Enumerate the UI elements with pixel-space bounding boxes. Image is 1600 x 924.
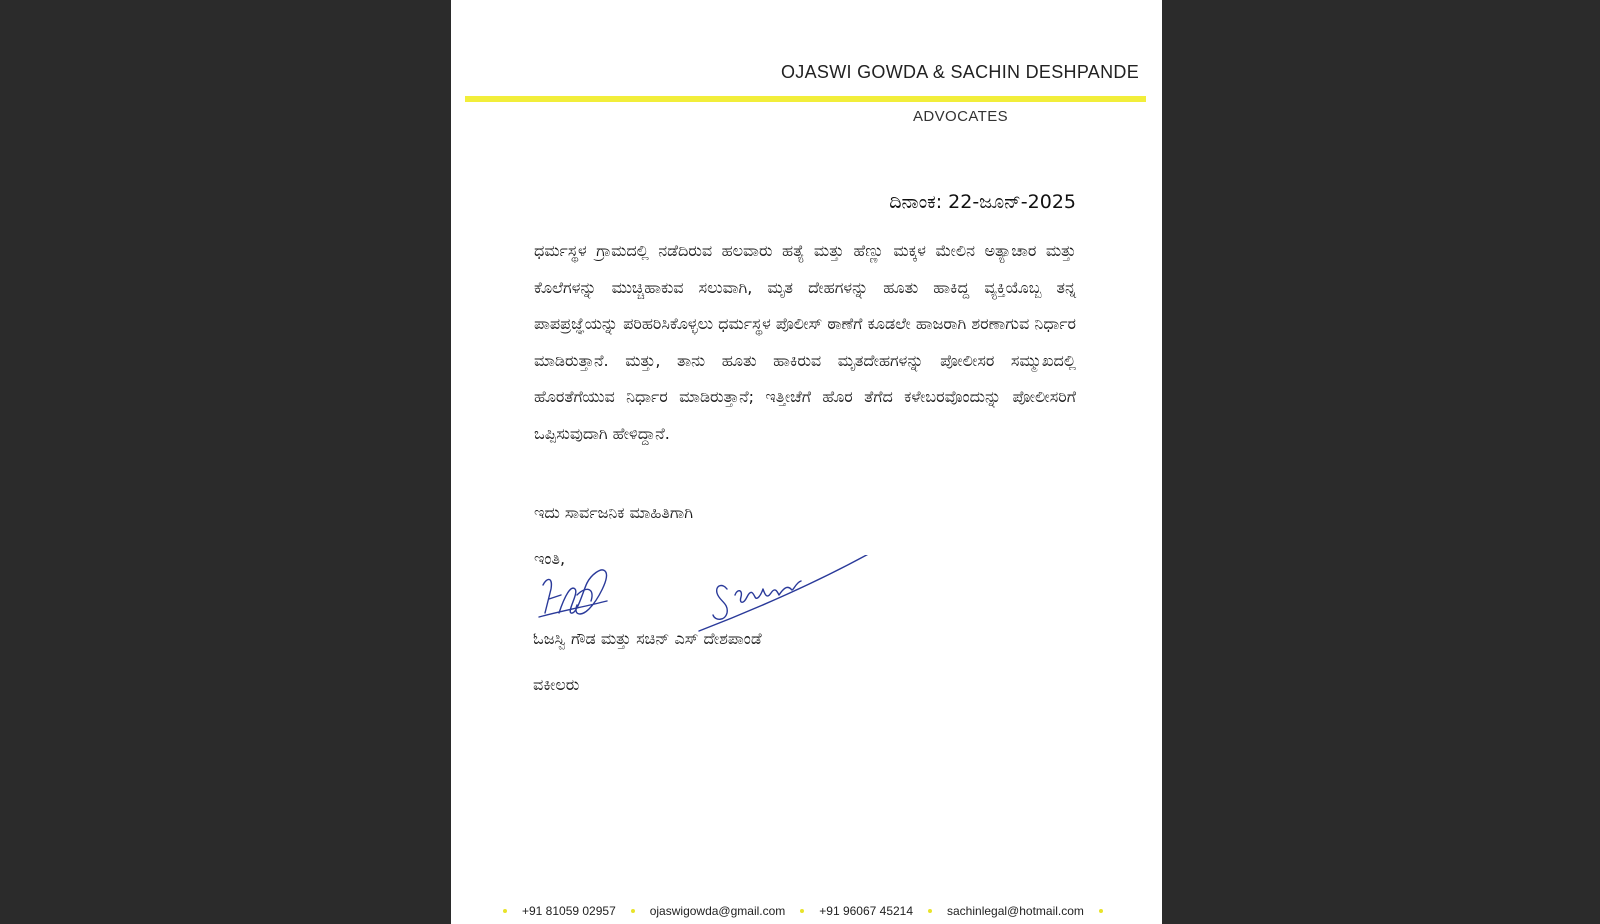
firm-name: OJASWI GOWDA & SACHIN DESHPANDE <box>780 62 1139 82</box>
letterhead-divider <box>465 96 1146 102</box>
firm-subtitle: ADVOCATES <box>913 108 1009 125</box>
footer-dot <box>503 909 507 913</box>
signature-ojaswi <box>539 570 607 617</box>
footer-dot <box>928 909 932 913</box>
letterhead-footer <box>503 904 1103 918</box>
signatory-names: ಓಜಸ್ವಿ ಗೌಡ ಮತ್ತು ಸಚಿನ್ ಎಸ್ ದೇಶಪಾಂಡೆ <box>533 629 762 648</box>
footer-dot <box>800 909 804 913</box>
footer-dot <box>631 909 635 913</box>
footer-phone-1: +91 81059 02957 <box>521 904 616 918</box>
letter-closing: ಇಂತಿ, <box>534 549 566 568</box>
public-info-note: ಇದು ಸಾರ್ವಜನಿಕ ಮಾಹಿತಿಗಾಗಿ <box>534 503 693 522</box>
letter-page <box>451 0 1162 924</box>
letter-body: ಧರ್ಮಸ್ಥಳ ಗ್ರಾಮದಲ್ಲಿ ನಡೆದಿರುವ ಹಲವಾರು ಹತ್ಯೆ ಮತ್ತು ಹೆಣ್ಣು ಮಕ್ಕಳ ಮೇಲಿನ ಅತ್ಯಾಚಾರ ಮತ್ತು ಕೊಲೆಗಳನ್ನು ಮುಚ್ಚಿಹಾಕುವ ಸಲುವಾಗಿ, ಮೃತ ದೇಹಗಳನ್ನು ಹೂತು ಹಾಕಿದ್ದ ವ್ಯಕ್ತಿಯೊಬ್ಬ ತನ್ನ ಪಾಪಪ್ರಜ್ಞೆಯನ್ನು ಪರಿಹರಿಸಿಕೊಳ್ಳಲು ಧರ್ಮಸ್ಥಳ ಪೊಲೀಸ್ ಠಾಣೆಗೆ ಕೂಡಲೇ ಹಾಜರಾಗಿ ಶರಣಾಗುವ ನಿರ್ಧಾರ ಮಾಡಿರುತ್ತಾನೆ. ಮತ್ತು, ತಾನು ಹೂತು ಹಾಕಿರುವ ಮೃತದೇಹಗಳನ್ನು ಪೋಲೀಸರ ಸಮ್ಮುಖದಲ್ಲಿ ಹೊರತೆಗೆಯುವ ನಿರ್ಧಾರ ಮಾಡಿರುತ್ತಾನೆ; ಇತ್ತೀಚೆಗೆ ಹೊರ ತೆಗೆದ ಕಳೇಬರವೊಂದುನ್ನು ಪೋಲೀಸರಿಗೆ ಒಪ್ಪಿಸುವುದಾಗಿ ಹೇಳಿದ್ದಾನೆ. <box>534 241 1076 443</box>
footer-email-2: sachinlegal@hotmail.com <box>947 904 1084 918</box>
signature-sachin <box>699 555 871 631</box>
footer-dot <box>1099 909 1103 913</box>
footer-email-1: ojaswigowda@gmail.com <box>649 904 786 918</box>
footer-phone-2: +91 96067 45214 <box>819 904 914 918</box>
signatory-role: ವಕೀಲರು <box>533 675 580 694</box>
letter-date: ದಿನಾಂಕ: 22-ಜೂನ್-2025 <box>889 191 1076 213</box>
